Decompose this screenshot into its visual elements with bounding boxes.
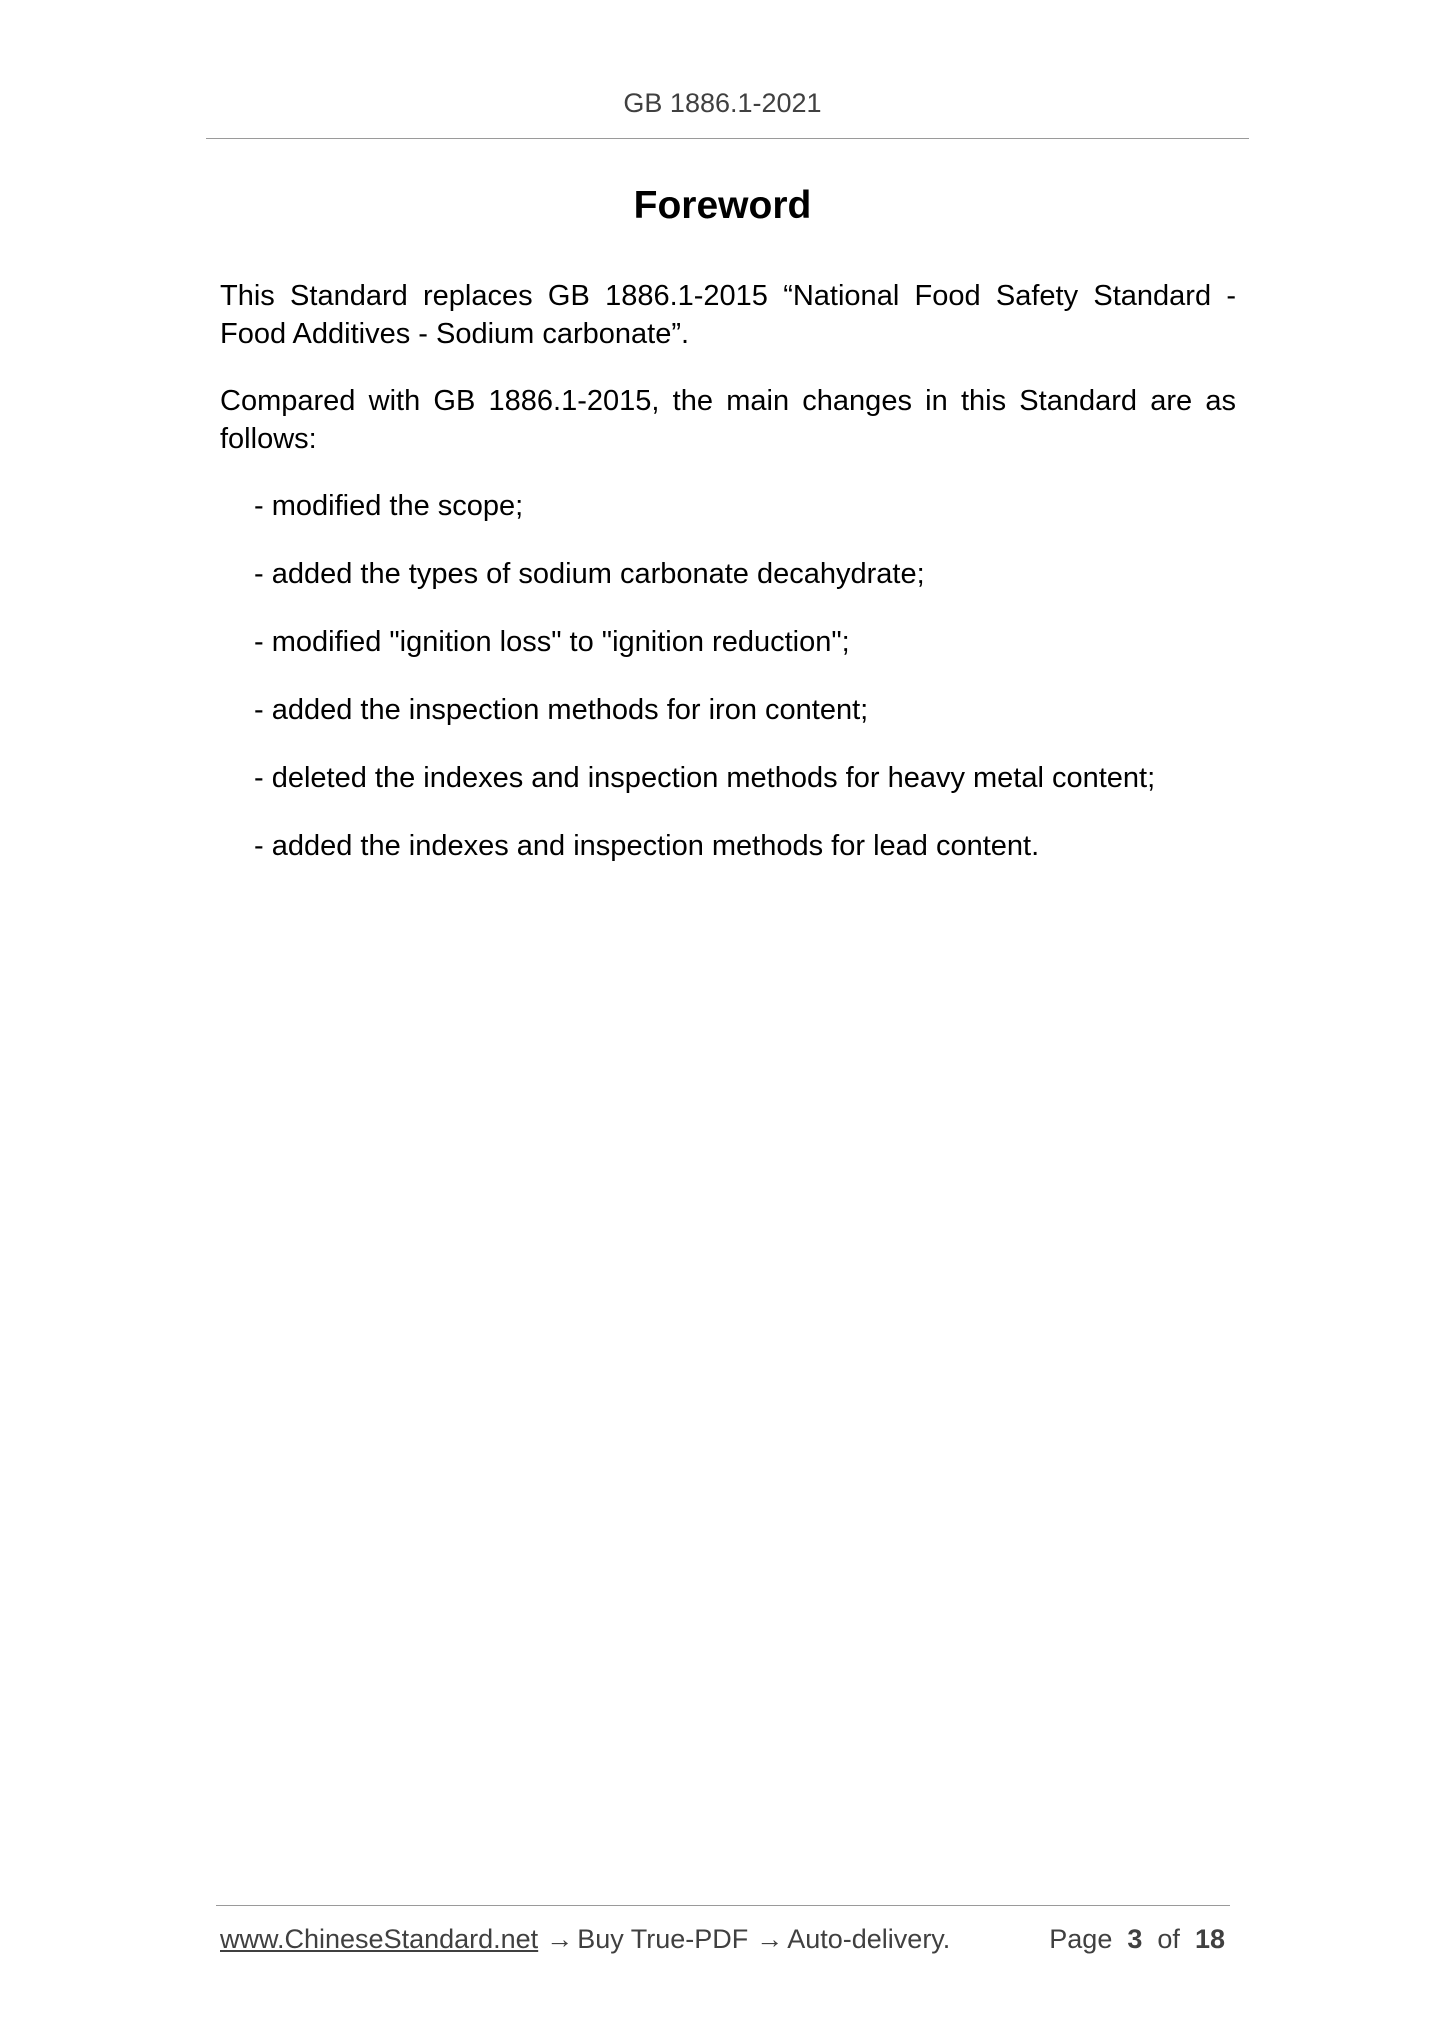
footer-promo: [220, 1924, 950, 1955]
footer-divider: [216, 1905, 1230, 1906]
paragraph-compared: Compared with GB 1886.1-2015, the main changes in this Standard are as follows:: [220, 385, 1236, 455]
list-item: - added the inspection methods for iron content;: [254, 694, 869, 726]
arrow-right-icon: →: [546, 1924, 574, 1954]
header-divider: [206, 138, 1249, 139]
list-item: - deleted the indexes and inspection methods for heavy metal content;: [254, 762, 1156, 794]
list-item: - modified "ignition loss" to "ignition reduction";: [254, 626, 850, 658]
auto-delivery-text: Auto-delivery.: [787, 1924, 951, 1954]
list-item: - modified the scope;: [254, 490, 524, 522]
page-label: Page: [1049, 1924, 1113, 1954]
page-total: 18: [1194, 1924, 1225, 1954]
page-current: 3: [1127, 1924, 1143, 1954]
document-code-header: GB 1886.1-2021: [623, 88, 822, 118]
page-of-label: of: [1157, 1924, 1180, 1954]
arrow-right-icon: →: [756, 1924, 784, 1954]
list-item: - added the types of sodium carbonate decahydrate;: [254, 558, 925, 590]
buy-pdf-text: Buy True-PDF: [577, 1924, 749, 1954]
page-indicator: [1049, 1924, 1225, 1955]
changes-list: [254, 487, 1234, 895]
paragraph-replaces: This Standard replaces GB 1886.1-2015 “National Food Safety Standard - Food Additives - Sodium carbonate”.: [220, 280, 1236, 350]
website-link[interactable]: www.ChineseStandard.net: [220, 1924, 539, 1954]
page-title: Foreword: [633, 184, 812, 227]
list-item: - added the indexes and inspection methods for lead content.: [254, 830, 1040, 862]
